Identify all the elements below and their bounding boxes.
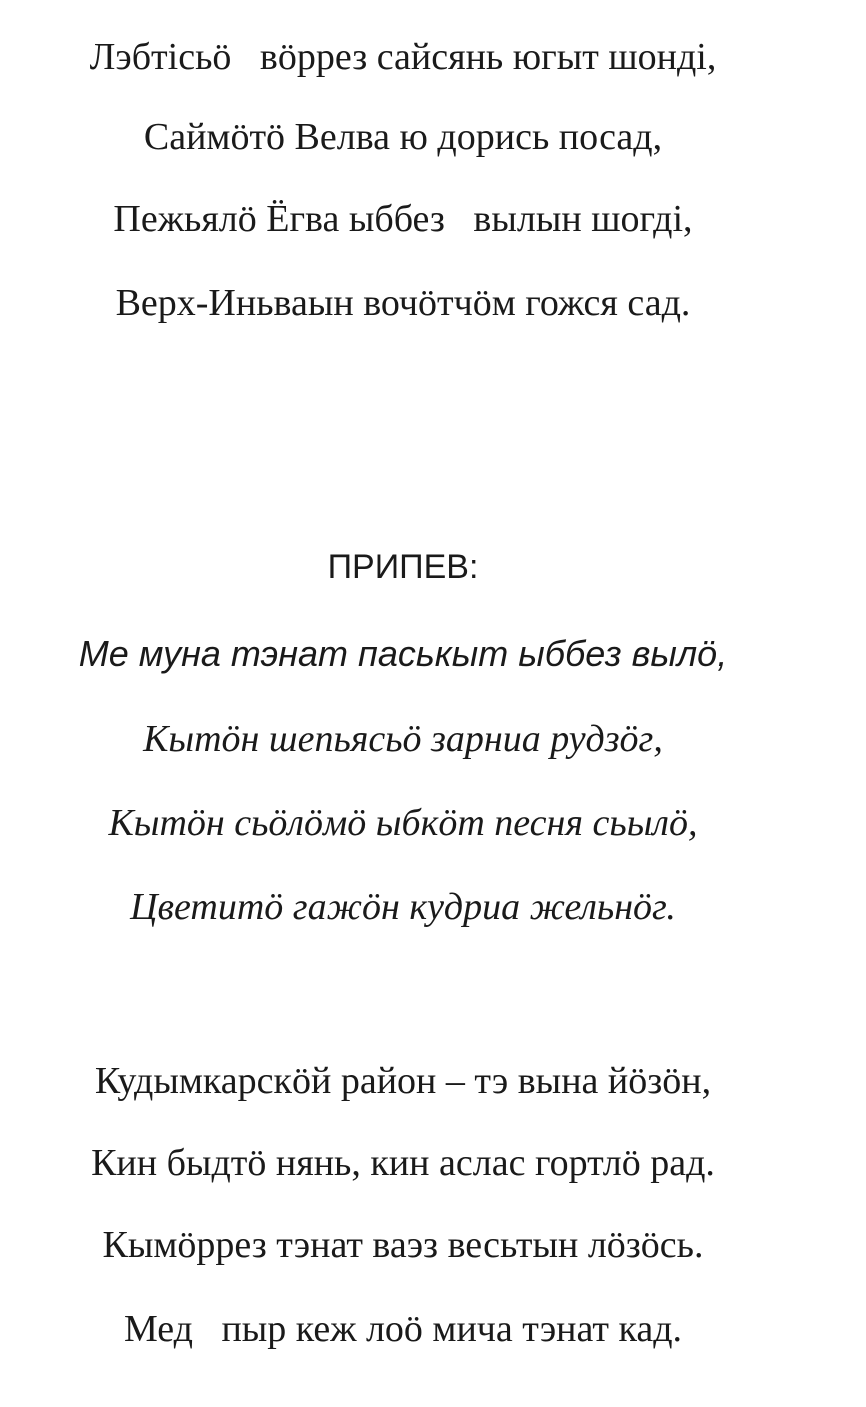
verse1-line-2: Саймӧтӧ Велва ю дорись посад, <box>143 116 663 158</box>
chorus-line-3: Кытӧн сьӧлӧмӧ ыбкӧт песня сьылӧ, <box>108 802 698 844</box>
verse1-line-3: Пежьялӧ Ёгва ыббез вылын шогдi, <box>113 198 693 240</box>
verse2-line-3: Кымӧррез тэнат ваэз весьтын лӧзӧсь. <box>102 1224 704 1266</box>
verse2-line-1: Кудымкарскӧй район – тэ вына йӧзӧн, <box>94 1060 712 1102</box>
verse1-line-4: Верх-Иньваын вочӧтчӧм гожся сад. <box>115 282 691 324</box>
chorus-heading: ПРИПЕВ: <box>327 548 479 586</box>
chorus-line-1: Ме муна тэнат паськыт ыббез вылӧ, <box>78 633 728 674</box>
chorus-line-4: Цветитӧ гажӧн кудриа жельнӧг. <box>130 886 676 928</box>
verse1-line-1: Лэбтiсьӧ вӧррез сайсянь югыт шондi, <box>89 36 717 78</box>
verse2-line-4: Мед пыр кеж лоӧ мича тэнат кад. <box>123 1308 683 1350</box>
verse2-line-2: Кин быдтӧ нянь, кин аслас гортлӧ рад. <box>91 1142 715 1184</box>
chorus-line-2: Кытӧн шепьясьӧ зарниа рудзӧг, <box>143 718 663 760</box>
